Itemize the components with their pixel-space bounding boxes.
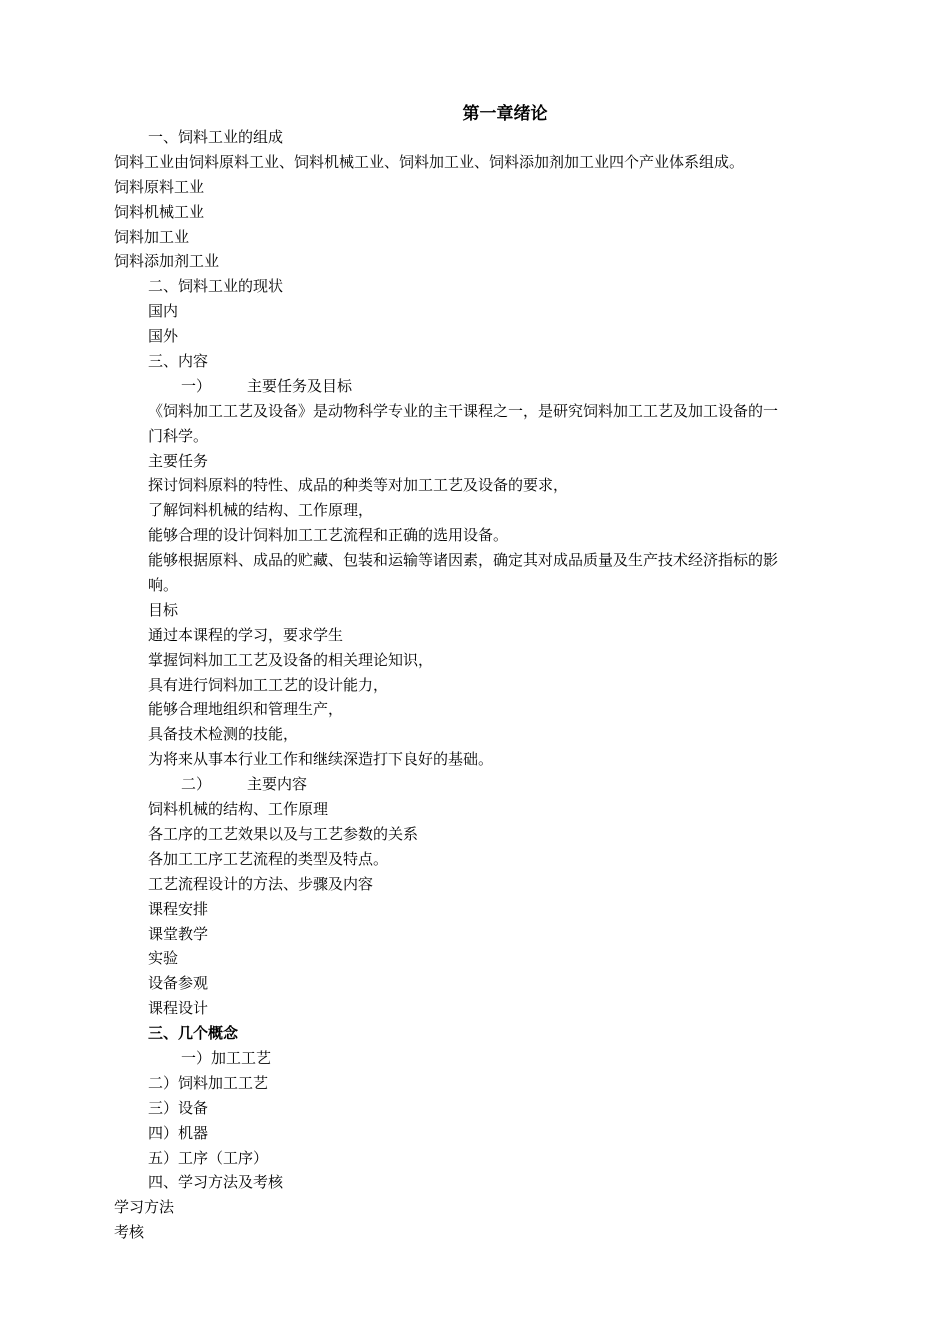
paragraph-line: 响。 bbox=[148, 576, 179, 595]
paragraph-line: 能够合理的设计饲料加工工艺流程和正确的选用设备。 bbox=[148, 526, 509, 545]
concept-item: 四）机器 bbox=[148, 1123, 209, 1142]
document-body bbox=[114, 125, 874, 1245]
paragraph-line: 考核 bbox=[114, 1223, 145, 1242]
paragraph-line: 了解饲料机械的结构、工作原理， bbox=[148, 501, 374, 520]
paragraph-line: 饲料加工业 bbox=[114, 227, 190, 246]
section-heading: 四、学习方法及考核 bbox=[148, 1173, 284, 1192]
subsection-number: 一） bbox=[181, 376, 212, 395]
subsection-title: 主要内容 bbox=[247, 775, 308, 794]
paragraph-line: 目标 bbox=[148, 600, 179, 619]
paragraph-line: 门科学。 bbox=[148, 426, 209, 445]
paragraph-line: 各加工工序工艺流程的类型及特点。 bbox=[148, 849, 389, 868]
paragraph-line: 实验 bbox=[148, 949, 179, 968]
paragraph-line: 国外 bbox=[148, 327, 179, 346]
section-heading: 一、饲料工业的组成 bbox=[148, 128, 284, 146]
paragraph-line: 课程安排 bbox=[148, 899, 209, 918]
paragraph-line: 各工序的工艺效果以及与工艺参数的关系 bbox=[148, 824, 419, 843]
subsection-title: 主要任务及目标 bbox=[247, 376, 353, 395]
subsection-number: 二） bbox=[181, 775, 212, 794]
concept-item: 一）加工工艺 bbox=[181, 1048, 272, 1067]
concept-item: 三）设备 bbox=[148, 1098, 209, 1117]
paragraph-line: 饲料机械的结构、工作原理 bbox=[148, 800, 329, 819]
subsection-heading bbox=[114, 374, 874, 399]
paragraph-line: 能够合理地组织和管理生产， bbox=[148, 700, 344, 719]
section-heading-bold: 三、几个概念 bbox=[148, 1024, 239, 1043]
paragraph-line: 主要任务 bbox=[148, 451, 209, 470]
paragraph-line: 具有进行饲料加工工艺的设计能力， bbox=[148, 675, 389, 694]
paragraph-line: 饲料机械工业 bbox=[114, 202, 205, 221]
paragraph-line: 《饲料加工工艺及设备》是动物科学专业的主干课程之一，是研究饲料加工工艺及加工设备的一 bbox=[148, 401, 779, 420]
paragraph-line: 课程设计 bbox=[148, 999, 209, 1018]
paragraph-line: 学习方法 bbox=[114, 1198, 175, 1217]
paragraph-line: 国内 bbox=[148, 302, 179, 321]
paragraph-line: 掌握饲料加工工艺及设备的相关理论知识， bbox=[148, 650, 434, 669]
chapter-title: 第一章绪论 bbox=[462, 104, 548, 124]
section-heading: 三、内容 bbox=[148, 352, 209, 371]
section-heading: 二、饲料工业的现状 bbox=[148, 277, 284, 296]
paragraph-line: 探讨饲料原料的特性、成品的种类等对加工工艺及设备的要求， bbox=[148, 476, 569, 495]
paragraph-line: 具备技术检测的技能， bbox=[148, 725, 299, 744]
paragraph-line: 通过本课程的学习，要求学生 bbox=[148, 625, 344, 644]
paragraph-line: 工艺流程设计的方法、步骤及内容 bbox=[148, 874, 374, 893]
paragraph-line: 课堂教学 bbox=[148, 924, 209, 943]
paragraph-line: 饲料原料工业 bbox=[114, 177, 205, 196]
concept-item: 二）饲料加工工艺 bbox=[148, 1073, 269, 1092]
paragraph-line: 饲料添加剂工业 bbox=[114, 252, 220, 271]
paragraph-line: 能够根据原料、成品的贮藏、包装和运输等诸因素，确定其对成品质量及生产技术经济指标的影 bbox=[148, 551, 779, 570]
paragraph-line: 饲料工业由饲料原料工业、饲料机械工业、饲料加工业、饲料添加剂加工业四个产业体系组成。 bbox=[114, 152, 745, 171]
concept-item: 五）工序（工序） bbox=[148, 1148, 269, 1167]
paragraph-line: 设备参观 bbox=[148, 974, 209, 993]
subsection-heading bbox=[114, 772, 874, 797]
paragraph-line: 为将来从事本行业工作和继续深造打下良好的基础。 bbox=[148, 750, 494, 769]
